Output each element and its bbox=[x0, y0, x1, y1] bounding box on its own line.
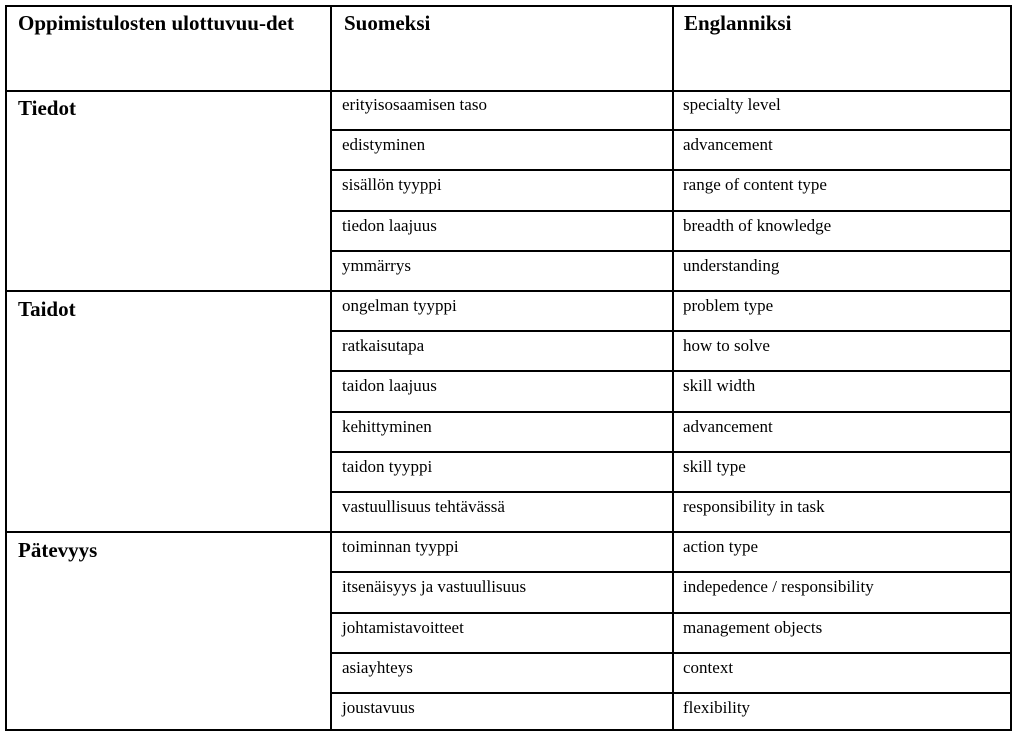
cell-finnish: vastuullisuus tehtävässä bbox=[342, 497, 505, 516]
cell-finnish: itsenäisyys ja vastuullisuus bbox=[342, 577, 527, 597]
group-divider bbox=[7, 531, 1010, 533]
row-divider bbox=[332, 210, 1010, 212]
cell-finnish: ymmärrys bbox=[342, 255, 411, 275]
cell-english: responsibility in task bbox=[683, 497, 825, 516]
row-divider bbox=[332, 571, 1010, 573]
cell-english: how to solve bbox=[683, 336, 770, 356]
cell-finnish: joustavuus bbox=[342, 698, 415, 717]
cell-english: breadth of knowledge bbox=[683, 215, 832, 235]
row-divider bbox=[332, 491, 1010, 493]
cell-english: context bbox=[683, 657, 734, 677]
cell-finnish: asiayhteys bbox=[342, 657, 413, 677]
row-divider bbox=[332, 169, 1010, 171]
group-divider bbox=[7, 290, 1010, 292]
cell-finnish: taidon laajuus bbox=[342, 376, 437, 396]
cell-finnish: ongelman tyyppi bbox=[342, 296, 457, 315]
row-divider bbox=[332, 612, 1010, 614]
cell-english: management objects bbox=[683, 617, 823, 637]
cell-finnish: edistyminen bbox=[342, 135, 426, 155]
dimensions-table bbox=[5, 5, 1012, 731]
cell-english: advancement bbox=[683, 135, 773, 155]
category-label: Pätevyys bbox=[18, 538, 98, 563]
row-divider bbox=[332, 692, 1010, 694]
header-finnish: Suomeksi bbox=[344, 11, 431, 35]
cell-english: flexibility bbox=[683, 698, 751, 717]
cell-english: skill width bbox=[683, 376, 756, 396]
header-divider bbox=[7, 90, 1010, 92]
cell-english: specialty level bbox=[683, 95, 781, 114]
cell-english: skill type bbox=[683, 456, 746, 476]
column-divider bbox=[672, 7, 674, 729]
category-label: Taidot bbox=[18, 297, 76, 321]
cell-english: indepedence / responsibility bbox=[683, 577, 874, 597]
cell-finnish: erityisosaamisen taso bbox=[342, 95, 487, 114]
row-divider bbox=[332, 652, 1010, 654]
cell-english: advancement bbox=[683, 416, 773, 436]
cell-english: action type bbox=[683, 537, 759, 557]
cell-english: problem type bbox=[683, 296, 774, 315]
cell-finnish: toiminnan tyyppi bbox=[342, 537, 459, 557]
header-dimension bbox=[18, 11, 318, 36]
row-divider bbox=[332, 411, 1010, 413]
category-label: Tiedot bbox=[18, 96, 76, 120]
row-divider bbox=[332, 250, 1010, 252]
header-dimension-text: Oppimistulosten ulottuvuu-det bbox=[18, 11, 294, 35]
row-divider bbox=[332, 370, 1010, 372]
cell-finnish: sisällön tyyppi bbox=[342, 175, 442, 195]
header-english: Englanniksi bbox=[684, 11, 792, 35]
row-divider bbox=[332, 129, 1010, 131]
cell-finnish: taidon tyyppi bbox=[342, 456, 433, 476]
row-divider bbox=[332, 330, 1010, 332]
cell-finnish: kehittyminen bbox=[342, 416, 432, 436]
cell-finnish: johtamistavoitteet bbox=[342, 617, 464, 637]
column-divider bbox=[330, 7, 332, 729]
row-divider bbox=[332, 451, 1010, 453]
cell-english: range of content type bbox=[683, 175, 827, 195]
cell-finnish: ratkaisutapa bbox=[342, 336, 425, 356]
cell-finnish: tiedon laajuus bbox=[342, 215, 437, 235]
cell-english: understanding bbox=[683, 255, 780, 275]
